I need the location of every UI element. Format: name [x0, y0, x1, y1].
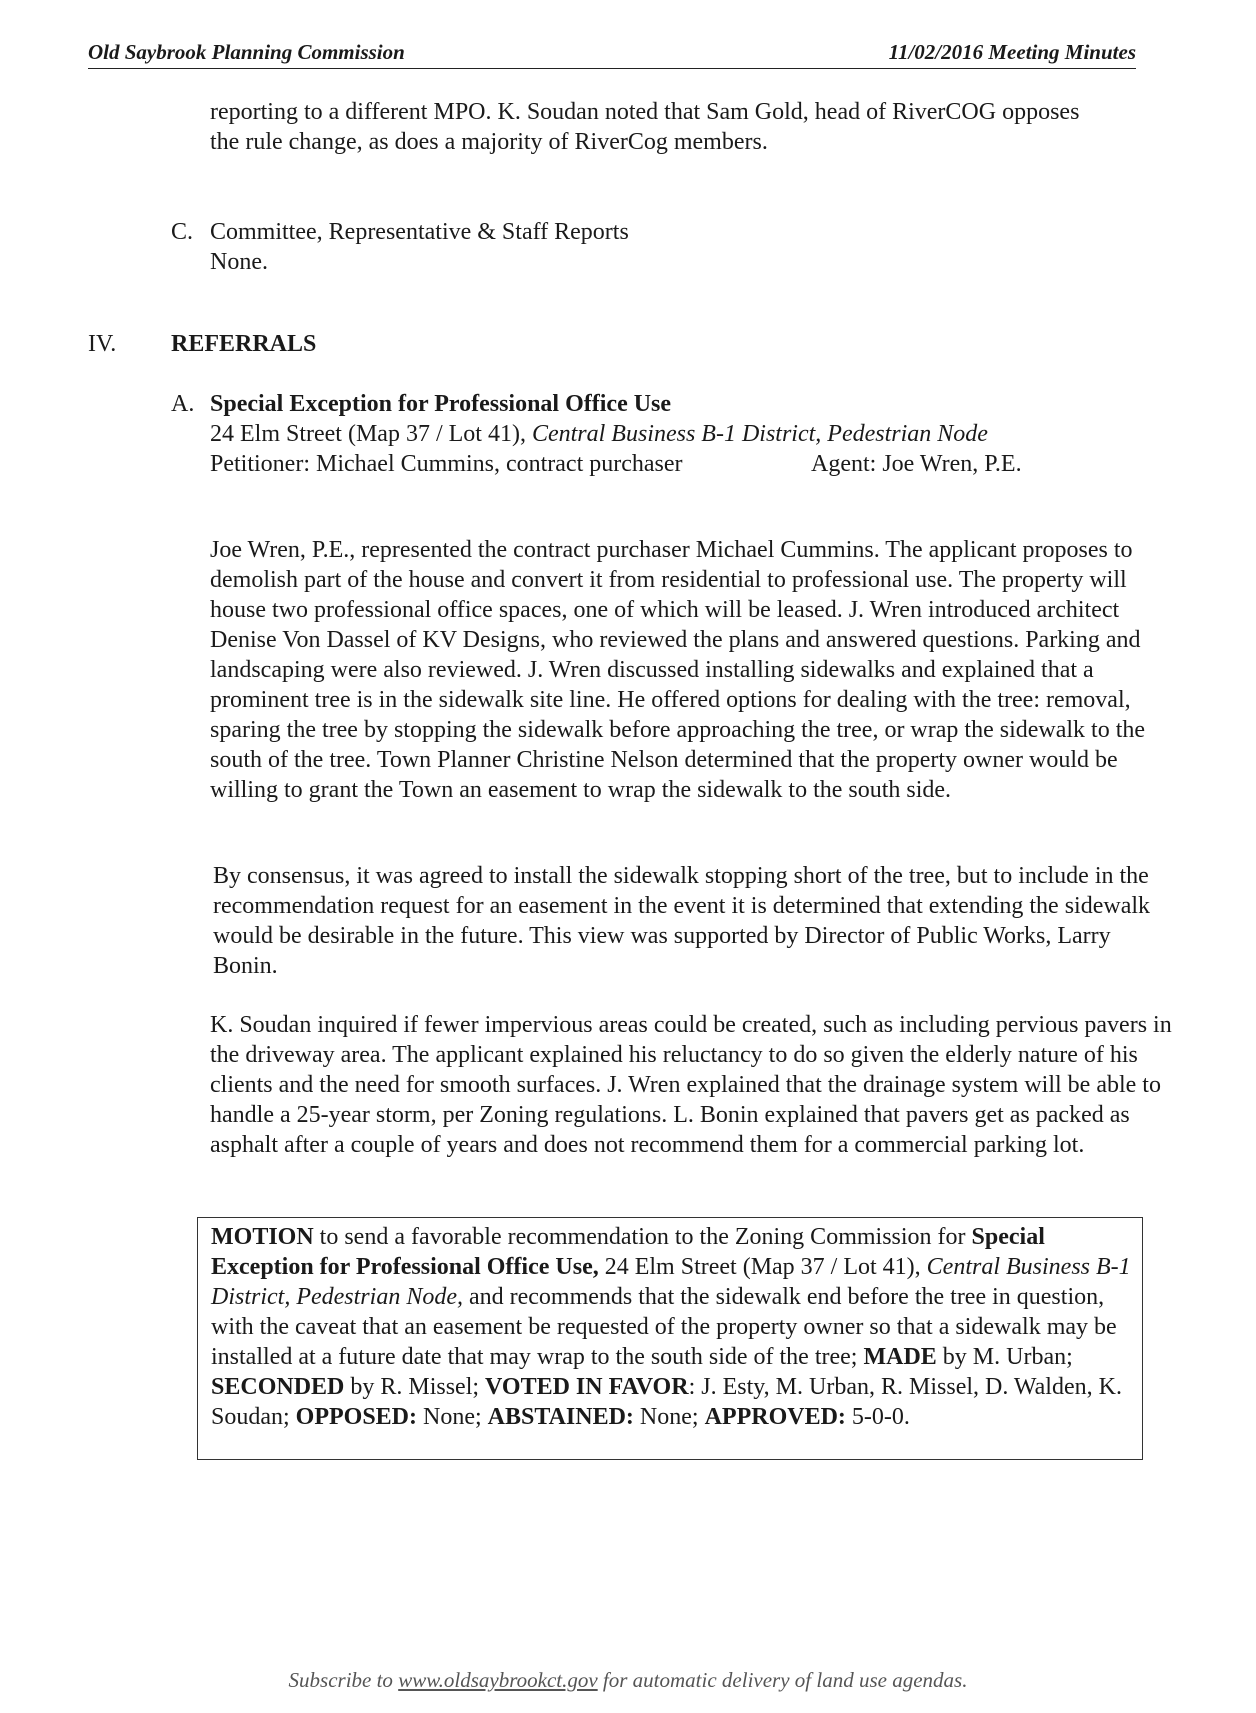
- item-a-title: Special Exception for Professional Office Use: [210, 391, 672, 417]
- made-value: by M. Urban;: [936, 1344, 1073, 1370]
- motion-title: Special Exception for Professional Office Use,: [211, 1224, 1045, 1280]
- item-a-address: 24 Elm Street (Map 37 / Lot 41),: [210, 421, 532, 447]
- abstained-value: None;: [633, 1404, 705, 1430]
- footer-suffix: for automatic delivery of land use agendas.: [597, 1668, 968, 1692]
- voted-value: : J. Esty, M. Urban, R. Missel, D. Walden, K. Soudan;: [211, 1374, 1122, 1430]
- motion-text-3: and recommends that the sidewalk end before the tree in question, with the caveat that an easement be requested of the property owner so that a sidewalk may be installed at a future date that may wrap to the south side of the tree;: [211, 1284, 1117, 1370]
- item-a-petitioner: Petitioner: Michael Cummins, contract purchaser: [210, 451, 683, 477]
- item-a-letter: A.: [171, 391, 195, 417]
- item-a-location: [210, 419, 1190, 449]
- seconded-value: by R. Missel;: [344, 1374, 486, 1400]
- discussion-paragraph-2: By consensus, it was agreed to install the sidewalk stopping short of the tree, but to include in the recommendation request for an easement in the event it is determined that extending the sidewalk would be desirable in the future. This view was supported by Director of Public Works, Larry Bonin.: [213, 863, 1151, 979]
- motion-box: [197, 1217, 1143, 1460]
- footer-website-link[interactable]: www.oldsaybrookct.gov: [398, 1668, 598, 1692]
- approved-label: APPROVED:: [704, 1404, 846, 1430]
- motion-label: MOTION: [211, 1224, 314, 1250]
- opposed-value: None;: [417, 1404, 488, 1430]
- carryover-paragraph: reporting to a different MPO. K. Soudan noted that Sam Gold, head of RiverCOG opposes the rule change, as does a majority of RiverCog members.: [210, 99, 1080, 155]
- approved-value: 5-0-0.: [845, 1404, 910, 1430]
- abstained-label: ABSTAINED:: [487, 1404, 634, 1430]
- item-a-agent: Agent: Joe Wren, P.E.: [811, 451, 1022, 477]
- page-footer: [0, 1668, 1256, 1693]
- header-commission-name: Old Saybrook Planning Commission: [88, 40, 405, 64]
- section-number: IV.: [88, 331, 117, 357]
- item-a-district: Central Business B-1 District, Pedestrian Node: [531, 421, 988, 447]
- motion-text-1: to send a favorable recommendation to the Zoning Commission for: [313, 1224, 972, 1250]
- seconded-label: SECONDED: [211, 1374, 345, 1400]
- made-label: MADE: [863, 1344, 937, 1370]
- page-header: [88, 38, 1136, 69]
- item-c-body: None.: [210, 249, 268, 275]
- item-c-title: Committee, Representative & Staff Reports: [210, 219, 629, 245]
- section-title: REFERRALS: [171, 331, 317, 357]
- motion-text-2: 24 Elm Street (Map 37 / Lot 41),: [598, 1254, 927, 1280]
- discussion-paragraph-3: K. Soudan inquired if fewer impervious areas could be created, such as including pervious pavers in the driveway area. The applicant explained his reluctancy to do so given the elderly nature of his clients and the need for smooth surfaces. J. Wren explained that the drainage system will be able to handle a 25-year storm, per Zoning regulations. L. Bonin explained that pavers get as packed as asphalt after a couple of years and does not recommend them for a commercial parking lot.: [210, 1012, 1172, 1158]
- opposed-label: OPPOSED:: [295, 1404, 418, 1430]
- footer-prefix: Subscribe to: [288, 1668, 399, 1692]
- voted-label: VOTED IN FAVOR: [485, 1374, 689, 1400]
- motion-text: [211, 1222, 1131, 1432]
- discussion-paragraph-1: Joe Wren, P.E., represented the contract purchaser Michael Cummins. The applicant proposes to demolish part of the house and convert it from residential to professional use. The property will house two professional office spaces, one of which will be leased. J. Wren introduced architect Denise Von Dassel of KV Designs, who reviewed the plans and answered questions. Parking and landscaping were also reviewed. J. Wren discussed installing sidewalks and explained that a prominent tree is in the sidewalk site line. He offered options for dealing with the tree: removal, sparing the tree by stopping the sidewalk before approaching the tree, or wrap the sidewalk to the south of the tree. Town Planner Christine Nelson determined that the property owner would be willing to grant the Town an easement to wrap the sidewalk to the south side.: [210, 537, 1146, 803]
- motion-district: Central Business B-1 District, Pedestrian Node,: [211, 1254, 1131, 1310]
- item-c-letter: C.: [171, 219, 194, 245]
- header-meeting-date: 11/02/2016 Meeting Minutes: [888, 40, 1136, 64]
